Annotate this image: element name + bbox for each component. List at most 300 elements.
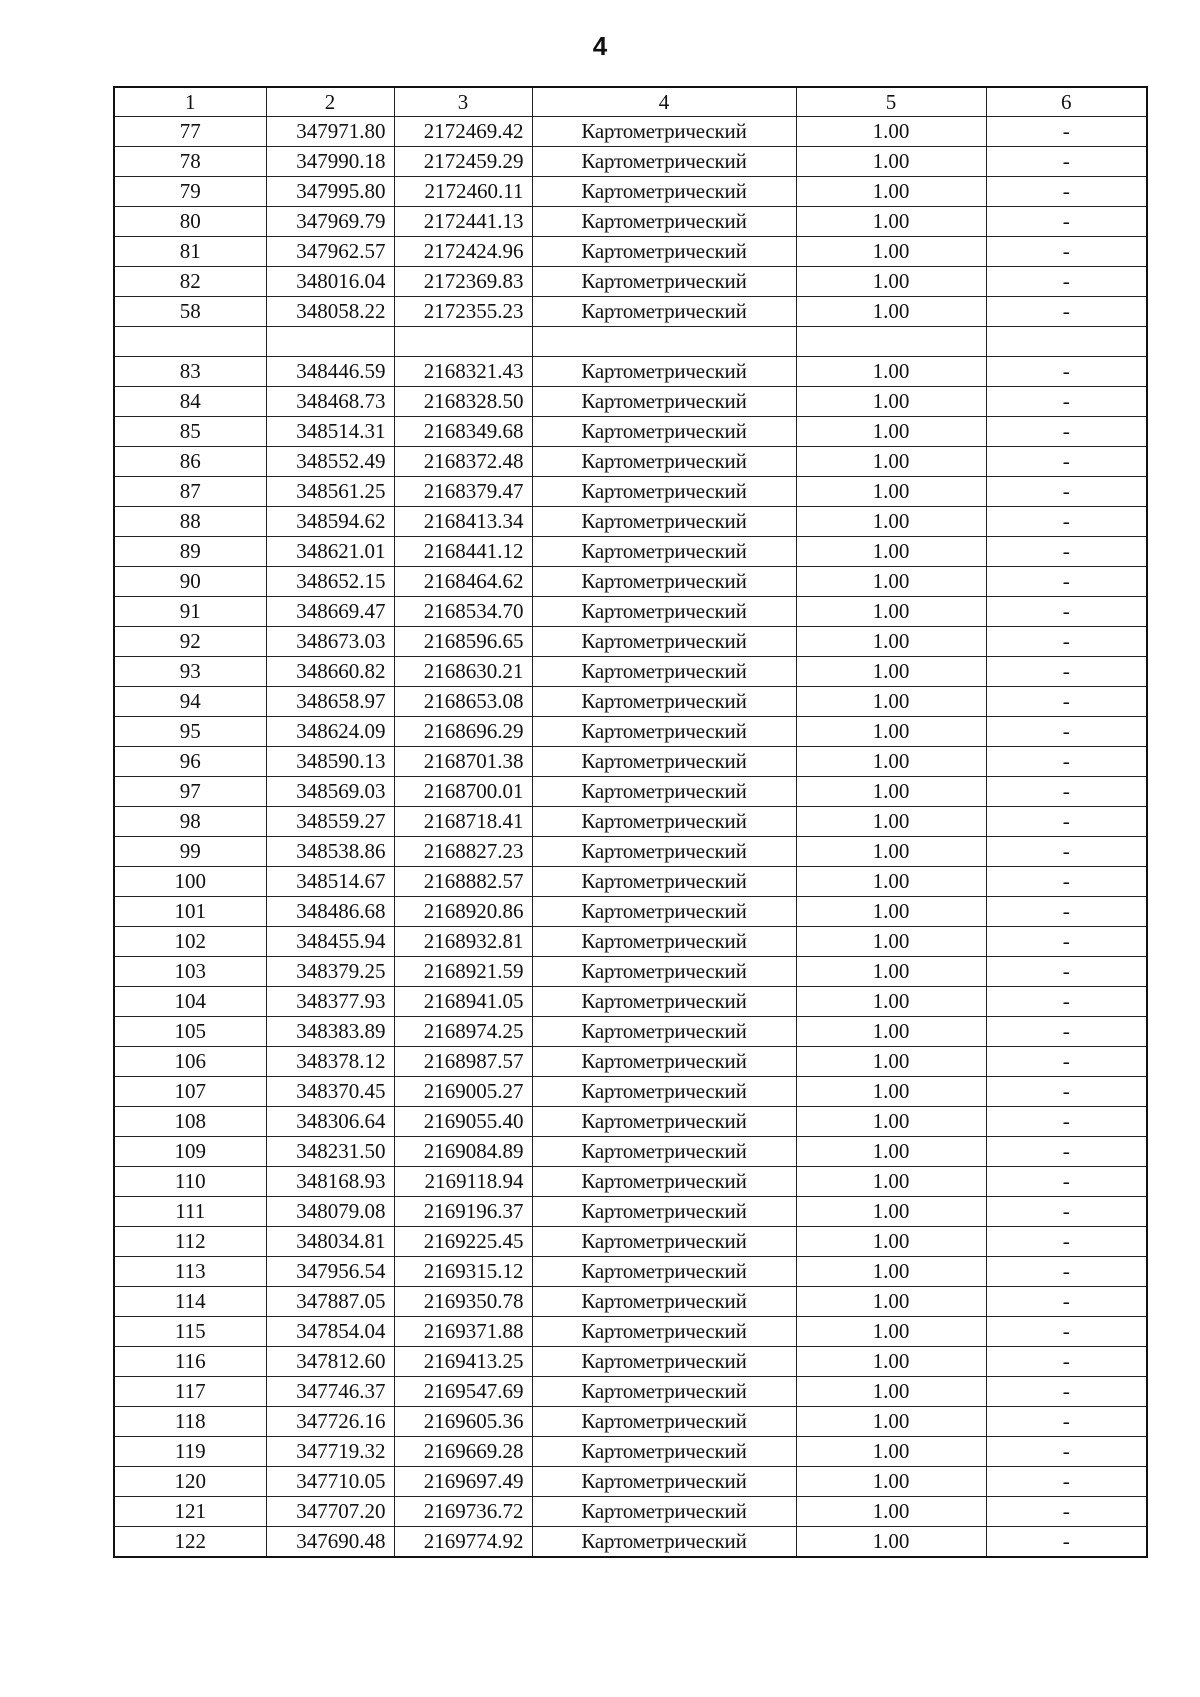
x-coordinate-cell: 348446.59 (266, 357, 394, 387)
accuracy-cell: 1.00 (796, 1017, 986, 1047)
x-coordinate-cell: 348559.27 (266, 807, 394, 837)
y-coordinate-cell: 2169005.27 (394, 1077, 532, 1107)
note-cell: - (986, 927, 1147, 957)
y-coordinate-cell: 2168596.65 (394, 627, 532, 657)
method-cell: Картометрический (532, 567, 796, 597)
table-row (114, 1317, 1147, 1347)
table-row (114, 1257, 1147, 1287)
accuracy-cell: 1.00 (796, 237, 986, 267)
table-row (114, 1047, 1147, 1077)
note-cell: - (986, 177, 1147, 207)
table-row (114, 1137, 1147, 1167)
point-number-cell: 113 (114, 1257, 266, 1287)
table-row (114, 477, 1147, 507)
point-number-cell: 84 (114, 387, 266, 417)
point-number-cell: 89 (114, 537, 266, 567)
point-number-cell: 110 (114, 1167, 266, 1197)
x-coordinate-cell: 348538.86 (266, 837, 394, 867)
point-number-cell: 91 (114, 597, 266, 627)
note-cell: - (986, 1497, 1147, 1527)
y-coordinate-cell: 2169413.25 (394, 1347, 532, 1377)
point-number-cell: 102 (114, 927, 266, 957)
x-coordinate-cell: 348168.93 (266, 1167, 394, 1197)
x-coordinate-cell: 347690.48 (266, 1527, 394, 1558)
accuracy-cell: 1.00 (796, 747, 986, 777)
y-coordinate-cell: 2169669.28 (394, 1437, 532, 1467)
table-row (114, 1077, 1147, 1107)
y-coordinate-cell: 2169118.94 (394, 1167, 532, 1197)
method-cell: Картометрический (532, 1377, 796, 1407)
accuracy-cell: 1.00 (796, 957, 986, 987)
y-coordinate-cell: 2172424.96 (394, 237, 532, 267)
x-coordinate-cell: 348621.01 (266, 537, 394, 567)
y-coordinate-cell: 2169547.69 (394, 1377, 532, 1407)
table-row (114, 1347, 1147, 1377)
y-coordinate-cell: 2169315.12 (394, 1257, 532, 1287)
accuracy-cell: 1.00 (796, 777, 986, 807)
table-row (114, 327, 1147, 357)
note-cell: - (986, 687, 1147, 717)
accuracy-cell: 1.00 (796, 1287, 986, 1317)
table-row (114, 837, 1147, 867)
point-number-cell: 114 (114, 1287, 266, 1317)
note-cell: - (986, 897, 1147, 927)
method-cell: Картометрический (532, 117, 796, 147)
table-row (114, 207, 1147, 237)
header-row (114, 87, 1147, 117)
method-cell: Картометрический (532, 597, 796, 627)
x-coordinate-cell: 348377.93 (266, 987, 394, 1017)
x-coordinate-cell: 348231.50 (266, 1137, 394, 1167)
point-number-cell: 94 (114, 687, 266, 717)
table-row (114, 957, 1147, 987)
table-row (114, 387, 1147, 417)
point-number-cell: 106 (114, 1047, 266, 1077)
accuracy-cell: 1.00 (796, 357, 986, 387)
y-coordinate-cell: 2168974.25 (394, 1017, 532, 1047)
accuracy-cell: 1.00 (796, 447, 986, 477)
accuracy-cell: 1.00 (796, 1137, 986, 1167)
note-cell: - (986, 1407, 1147, 1437)
table-row (114, 177, 1147, 207)
x-coordinate-cell: 347726.16 (266, 1407, 394, 1437)
point-number-cell: 82 (114, 267, 266, 297)
y-coordinate-cell: 2168827.23 (394, 837, 532, 867)
x-coordinate-cell: 348594.62 (266, 507, 394, 537)
point-number-cell: 78 (114, 147, 266, 177)
method-cell: Картометрический (532, 777, 796, 807)
table-row (114, 1377, 1147, 1407)
table-header (114, 87, 1147, 117)
page-number: 4 (592, 31, 608, 61)
point-number-cell: 85 (114, 417, 266, 447)
y-coordinate-cell: 2168379.47 (394, 477, 532, 507)
point-number-cell: 93 (114, 657, 266, 687)
point-number-cell: 105 (114, 1017, 266, 1047)
note-cell: - (986, 1257, 1147, 1287)
x-coordinate-cell: 348673.03 (266, 627, 394, 657)
column-header: 1 (114, 87, 266, 117)
table-row (114, 1467, 1147, 1497)
y-coordinate-cell: 2168921.59 (394, 957, 532, 987)
method-cell: Картометрический (532, 837, 796, 867)
x-coordinate-cell: 348658.97 (266, 687, 394, 717)
y-coordinate-cell: 2168920.86 (394, 897, 532, 927)
column-header: 4 (532, 87, 796, 117)
accuracy-cell: 1.00 (796, 537, 986, 567)
table-row (114, 537, 1147, 567)
accuracy-cell: 1.00 (796, 117, 986, 147)
x-coordinate-cell: 348561.25 (266, 477, 394, 507)
note-cell: - (986, 267, 1147, 297)
point-number-cell: 95 (114, 717, 266, 747)
accuracy-cell: 1.00 (796, 837, 986, 867)
point-number-cell: 109 (114, 1137, 266, 1167)
note-cell: - (986, 117, 1147, 147)
y-coordinate-cell: 2169371.88 (394, 1317, 532, 1347)
table-row (114, 117, 1147, 147)
accuracy-cell: 1.00 (796, 687, 986, 717)
table-row (114, 1107, 1147, 1137)
accuracy-cell: 1.00 (796, 717, 986, 747)
y-coordinate-cell: 2168653.08 (394, 687, 532, 717)
point-number-cell: 103 (114, 957, 266, 987)
note-cell: - (986, 1347, 1147, 1377)
point-number-cell: 101 (114, 897, 266, 927)
method-cell: Картометрический (532, 957, 796, 987)
point-number-cell: 83 (114, 357, 266, 387)
y-coordinate-cell: 2168701.38 (394, 747, 532, 777)
note-cell: - (986, 747, 1147, 777)
column-header: 3 (394, 87, 532, 117)
x-coordinate-cell: 347971.80 (266, 117, 394, 147)
x-coordinate-cell: 348016.04 (266, 267, 394, 297)
method-cell: Картометрический (532, 1047, 796, 1077)
note-cell: - (986, 1227, 1147, 1257)
note-cell: - (986, 1287, 1147, 1317)
y-coordinate-cell: 2168630.21 (394, 657, 532, 687)
note-cell: - (986, 207, 1147, 237)
note-cell: - (986, 1047, 1147, 1077)
table-row (114, 897, 1147, 927)
x-coordinate-cell: 348514.67 (266, 867, 394, 897)
x-coordinate-cell: 347707.20 (266, 1497, 394, 1527)
point-number-cell: 112 (114, 1227, 266, 1257)
method-cell: Картометрический (532, 1017, 796, 1047)
note-cell: - (986, 1017, 1147, 1047)
method-cell: Картометрический (532, 177, 796, 207)
y-coordinate-cell: 2168700.01 (394, 777, 532, 807)
table-row (114, 1287, 1147, 1317)
y-coordinate-cell: 2169196.37 (394, 1197, 532, 1227)
x-coordinate-cell: 348378.12 (266, 1047, 394, 1077)
note-cell: - (986, 1437, 1147, 1467)
accuracy-cell: 1.00 (796, 1377, 986, 1407)
point-number-cell: 90 (114, 567, 266, 597)
method-cell: Картометрический (532, 1497, 796, 1527)
note-cell (986, 327, 1147, 357)
x-coordinate-cell: 348468.73 (266, 387, 394, 417)
x-coordinate-cell: 348455.94 (266, 927, 394, 957)
table-row (114, 987, 1147, 1017)
accuracy-cell: 1.00 (796, 1107, 986, 1137)
y-coordinate-cell: 2169736.72 (394, 1497, 532, 1527)
method-cell: Картометрический (532, 537, 796, 567)
y-coordinate-cell: 2168882.57 (394, 867, 532, 897)
x-coordinate-cell: 348624.09 (266, 717, 394, 747)
y-coordinate-cell (394, 327, 532, 357)
method-cell: Картометрический (532, 1107, 796, 1137)
note-cell: - (986, 1467, 1147, 1497)
method-cell: Картометрический (532, 207, 796, 237)
method-cell: Картометрический (532, 147, 796, 177)
method-cell: Картометрический (532, 477, 796, 507)
point-number-cell: 120 (114, 1467, 266, 1497)
note-cell: - (986, 957, 1147, 987)
method-cell: Картометрический (532, 657, 796, 687)
point-number-cell: 117 (114, 1377, 266, 1407)
table-row (114, 567, 1147, 597)
method-cell: Картометрический (532, 1227, 796, 1257)
point-number-cell: 96 (114, 747, 266, 777)
method-cell: Картометрический (532, 1467, 796, 1497)
table-row (114, 1227, 1147, 1257)
x-coordinate-cell: 347812.60 (266, 1347, 394, 1377)
point-number-cell: 116 (114, 1347, 266, 1377)
table-row (114, 447, 1147, 477)
x-coordinate-cell: 348058.22 (266, 297, 394, 327)
accuracy-cell (796, 327, 986, 357)
x-coordinate-cell: 347854.04 (266, 1317, 394, 1347)
table-body (114, 117, 1147, 1558)
accuracy-cell: 1.00 (796, 507, 986, 537)
y-coordinate-cell: 2168534.70 (394, 597, 532, 627)
x-coordinate-cell: 348379.25 (266, 957, 394, 987)
table-row (114, 1497, 1147, 1527)
table-row (114, 267, 1147, 297)
accuracy-cell: 1.00 (796, 567, 986, 597)
y-coordinate-cell: 2169774.92 (394, 1527, 532, 1558)
table-row (114, 357, 1147, 387)
table-row (114, 1197, 1147, 1227)
table-row (114, 657, 1147, 687)
point-number-cell: 118 (114, 1407, 266, 1437)
x-coordinate-cell (266, 327, 394, 357)
column-header: 2 (266, 87, 394, 117)
accuracy-cell: 1.00 (796, 1227, 986, 1257)
x-coordinate-cell: 347969.79 (266, 207, 394, 237)
method-cell: Картометрический (532, 417, 796, 447)
note-cell: - (986, 717, 1147, 747)
method-cell: Картометрический (532, 627, 796, 657)
method-cell: Картометрический (532, 1527, 796, 1558)
x-coordinate-cell: 348652.15 (266, 567, 394, 597)
method-cell: Картометрический (532, 1407, 796, 1437)
point-number-cell (114, 327, 266, 357)
method-cell: Картометрический (532, 267, 796, 297)
y-coordinate-cell: 2168696.29 (394, 717, 532, 747)
x-coordinate-cell: 347887.05 (266, 1287, 394, 1317)
y-coordinate-cell: 2168372.48 (394, 447, 532, 477)
accuracy-cell: 1.00 (796, 207, 986, 237)
note-cell: - (986, 777, 1147, 807)
y-coordinate-cell: 2168987.57 (394, 1047, 532, 1077)
x-coordinate-cell: 348669.47 (266, 597, 394, 627)
accuracy-cell: 1.00 (796, 417, 986, 447)
y-coordinate-cell: 2168349.68 (394, 417, 532, 447)
y-coordinate-cell: 2168328.50 (394, 387, 532, 417)
y-coordinate-cell: 2168413.34 (394, 507, 532, 537)
method-cell: Картометрический (532, 1317, 796, 1347)
y-coordinate-cell: 2169225.45 (394, 1227, 532, 1257)
table-row (114, 867, 1147, 897)
method-cell: Картометрический (532, 507, 796, 537)
table-row (114, 927, 1147, 957)
note-cell: - (986, 627, 1147, 657)
accuracy-cell: 1.00 (796, 297, 986, 327)
method-cell (532, 327, 796, 357)
method-cell: Картометрический (532, 1197, 796, 1227)
accuracy-cell: 1.00 (796, 267, 986, 297)
y-coordinate-cell: 2168941.05 (394, 987, 532, 1017)
x-coordinate-cell: 347956.54 (266, 1257, 394, 1287)
accuracy-cell: 1.00 (796, 1527, 986, 1558)
method-cell: Картометрический (532, 987, 796, 1017)
method-cell: Картометрический (532, 717, 796, 747)
method-cell: Картометрический (532, 1287, 796, 1317)
table-row (114, 597, 1147, 627)
method-cell: Картометрический (532, 1347, 796, 1377)
accuracy-cell: 1.00 (796, 387, 986, 417)
point-number-cell: 100 (114, 867, 266, 897)
method-cell: Картометрический (532, 867, 796, 897)
accuracy-cell: 1.00 (796, 1257, 986, 1287)
note-cell: - (986, 867, 1147, 897)
point-number-cell: 81 (114, 237, 266, 267)
table-row (114, 237, 1147, 267)
table-row (114, 627, 1147, 657)
point-number-cell: 111 (114, 1197, 266, 1227)
note-cell: - (986, 657, 1147, 687)
x-coordinate-cell: 348079.08 (266, 1197, 394, 1227)
method-cell: Картометрический (532, 1437, 796, 1467)
note-cell: - (986, 147, 1147, 177)
point-number-cell: 121 (114, 1497, 266, 1527)
method-cell: Картометрический (532, 687, 796, 717)
x-coordinate-cell: 348660.82 (266, 657, 394, 687)
note-cell: - (986, 1137, 1147, 1167)
accuracy-cell: 1.00 (796, 1467, 986, 1497)
accuracy-cell: 1.00 (796, 1347, 986, 1377)
y-coordinate-cell: 2168464.62 (394, 567, 532, 597)
note-cell: - (986, 387, 1147, 417)
point-number-cell: 88 (114, 507, 266, 537)
method-cell: Картометрический (532, 897, 796, 927)
accuracy-cell: 1.00 (796, 147, 986, 177)
accuracy-cell: 1.00 (796, 807, 986, 837)
y-coordinate-cell: 2172441.13 (394, 207, 532, 237)
accuracy-cell: 1.00 (796, 1407, 986, 1437)
table-row (114, 1527, 1147, 1558)
accuracy-cell: 1.00 (796, 1437, 986, 1467)
accuracy-cell: 1.00 (796, 987, 986, 1017)
table-row (114, 777, 1147, 807)
point-number-cell: 122 (114, 1527, 266, 1558)
note-cell: - (986, 837, 1147, 867)
note-cell: - (986, 1317, 1147, 1347)
point-number-cell: 58 (114, 297, 266, 327)
note-cell: - (986, 1527, 1147, 1558)
method-cell: Картометрический (532, 447, 796, 477)
method-cell: Картометрический (532, 747, 796, 777)
x-coordinate-cell: 347719.32 (266, 1437, 394, 1467)
y-coordinate-cell: 2169084.89 (394, 1137, 532, 1167)
x-coordinate-cell: 347962.57 (266, 237, 394, 267)
accuracy-cell: 1.00 (796, 897, 986, 927)
method-cell: Картометрический (532, 237, 796, 267)
accuracy-cell: 1.00 (796, 1197, 986, 1227)
note-cell: - (986, 1107, 1147, 1137)
note-cell: - (986, 357, 1147, 387)
y-coordinate-cell: 2172369.83 (394, 267, 532, 297)
accuracy-cell: 1.00 (796, 477, 986, 507)
table-row (114, 147, 1147, 177)
y-coordinate-cell: 2172355.23 (394, 297, 532, 327)
accuracy-cell: 1.00 (796, 627, 986, 657)
accuracy-cell: 1.00 (796, 177, 986, 207)
note-cell: - (986, 1167, 1147, 1197)
method-cell: Картометрический (532, 1077, 796, 1107)
method-cell: Картометрический (532, 1167, 796, 1197)
note-cell: - (986, 447, 1147, 477)
x-coordinate-cell: 348569.03 (266, 777, 394, 807)
y-coordinate-cell: 2169697.49 (394, 1467, 532, 1497)
x-coordinate-cell: 348514.31 (266, 417, 394, 447)
accuracy-cell: 1.00 (796, 657, 986, 687)
point-number-cell: 97 (114, 777, 266, 807)
y-coordinate-cell: 2169350.78 (394, 1287, 532, 1317)
point-number-cell: 115 (114, 1317, 266, 1347)
point-number-cell: 98 (114, 807, 266, 837)
coordinates-table (113, 86, 1148, 1558)
table-row (114, 717, 1147, 747)
note-cell: - (986, 477, 1147, 507)
method-cell: Картометрический (532, 297, 796, 327)
accuracy-cell: 1.00 (796, 1167, 986, 1197)
x-coordinate-cell: 348306.64 (266, 1107, 394, 1137)
table-row (114, 507, 1147, 537)
x-coordinate-cell: 348590.13 (266, 747, 394, 777)
x-coordinate-cell: 348370.45 (266, 1077, 394, 1107)
x-coordinate-cell: 347995.80 (266, 177, 394, 207)
x-coordinate-cell: 347710.05 (266, 1467, 394, 1497)
table-row (114, 747, 1147, 777)
y-coordinate-cell: 2169605.36 (394, 1407, 532, 1437)
x-coordinate-cell: 348486.68 (266, 897, 394, 927)
accuracy-cell: 1.00 (796, 1077, 986, 1107)
note-cell: - (986, 537, 1147, 567)
point-number-cell: 108 (114, 1107, 266, 1137)
note-cell: - (986, 807, 1147, 837)
x-coordinate-cell: 348383.89 (266, 1017, 394, 1047)
method-cell: Картометрический (532, 807, 796, 837)
accuracy-cell: 1.00 (796, 1497, 986, 1527)
method-cell: Картометрический (532, 357, 796, 387)
note-cell: - (986, 507, 1147, 537)
point-number-cell: 104 (114, 987, 266, 1017)
y-coordinate-cell: 2172459.29 (394, 147, 532, 177)
accuracy-cell: 1.00 (796, 927, 986, 957)
